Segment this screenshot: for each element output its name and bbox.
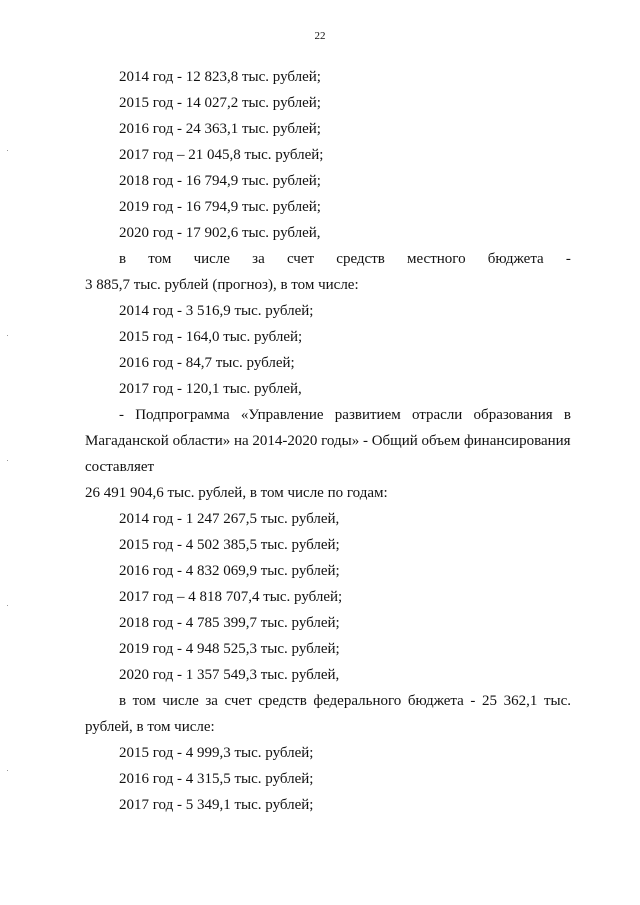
federal-budget-line-1: в том числе за счет средств федерального бюджета - 25 362,1 тыс.	[119, 693, 571, 709]
scan-margin-marks	[7, 0, 8, 905]
scan-mark	[7, 150, 8, 151]
subprogram-line-2018: 2018 год - 4 785 399,7 тыс. рублей;	[119, 615, 340, 631]
scan-mark	[7, 770, 8, 771]
federal-budget-line-2017: 2017 год - 5 349,1 тыс. рублей;	[119, 797, 314, 813]
word: -	[565, 251, 571, 267]
word: том	[148, 251, 172, 267]
subprogram-line-2019: 2019 год - 4 948 525,3 тыс. рублей;	[119, 641, 340, 657]
subprogram-total: 26 491 904,6 тыс. рублей, в том числе по годам:	[85, 485, 388, 501]
federal-budget-line-2015: 2015 год - 4 999,3 тыс. рублей;	[119, 745, 314, 761]
budget-line-2018: 2018 год - 16 794,9 тыс. рублей;	[119, 173, 321, 189]
budget-line-2020: 2020 год - 17 902,6 тыс. рублей,	[119, 225, 321, 241]
word: числе	[193, 251, 230, 267]
subprogram-line-2017: 2017 год – 4 818 707,4 тыс. рублей;	[119, 589, 343, 605]
word: за	[252, 251, 265, 267]
scan-mark	[7, 335, 8, 336]
word: местного	[407, 251, 466, 267]
subprogram-line-2015: 2015 год - 4 502 385,5 тыс. рублей;	[119, 537, 340, 553]
page-number: 22	[314, 30, 326, 42]
budget-line-2017: 2017 год – 21 045,8 тыс. рублей;	[119, 147, 324, 163]
subprogram-paragraph-line-2: Магаданской области» на 2014-2020 годы» - Общий объем финансирования	[85, 433, 571, 449]
scan-mark	[7, 460, 8, 461]
local-budget-line-2016: 2016 год - 84,7 тыс. рублей;	[119, 355, 295, 371]
subprogram-line-2016: 2016 год - 4 832 069,9 тыс. рублей;	[119, 563, 340, 579]
word: средств	[336, 251, 385, 267]
budget-line-2014: 2014 год - 12 823,8 тыс. рублей;	[119, 69, 321, 85]
local-budget-line-2017: 2017 год - 120,1 тыс. рублей,	[119, 381, 302, 397]
local-budget-line-2015: 2015 год - 164,0 тыс. рублей;	[119, 329, 303, 345]
scan-mark	[7, 605, 8, 606]
subprogram-paragraph-line-1: - Подпрограмма «Управление развитием отрасли образования в	[119, 407, 571, 423]
local-budget-line-2014: 2014 год - 3 516,9 тыс. рублей;	[119, 303, 314, 319]
budget-line-2019: 2019 год - 16 794,9 тыс. рублей;	[119, 199, 321, 215]
word: бюджета	[487, 251, 544, 267]
federal-budget-line-2: рублей, в том числе:	[85, 719, 215, 735]
word: счет	[286, 251, 315, 267]
budget-line-2016: 2016 год - 24 363,1 тыс. рублей;	[119, 121, 321, 137]
local-budget-intro	[119, 250, 571, 268]
budget-line-2015: 2015 год - 14 027,2 тыс. рублей;	[119, 95, 321, 111]
subprogram-line-2020: 2020 год - 1 357 549,3 тыс. рублей,	[119, 667, 340, 683]
subprogram-line-2014: 2014 год - 1 247 267,5 тыс. рублей,	[119, 511, 340, 527]
local-budget-total: 3 885,7 тыс. рублей (прогноз), в том числе:	[85, 277, 359, 293]
federal-budget-line-2016: 2016 год - 4 315,5 тыс. рублей;	[119, 771, 314, 787]
subprogram-paragraph-line-3: составляет	[85, 459, 155, 475]
word: в	[119, 251, 127, 267]
